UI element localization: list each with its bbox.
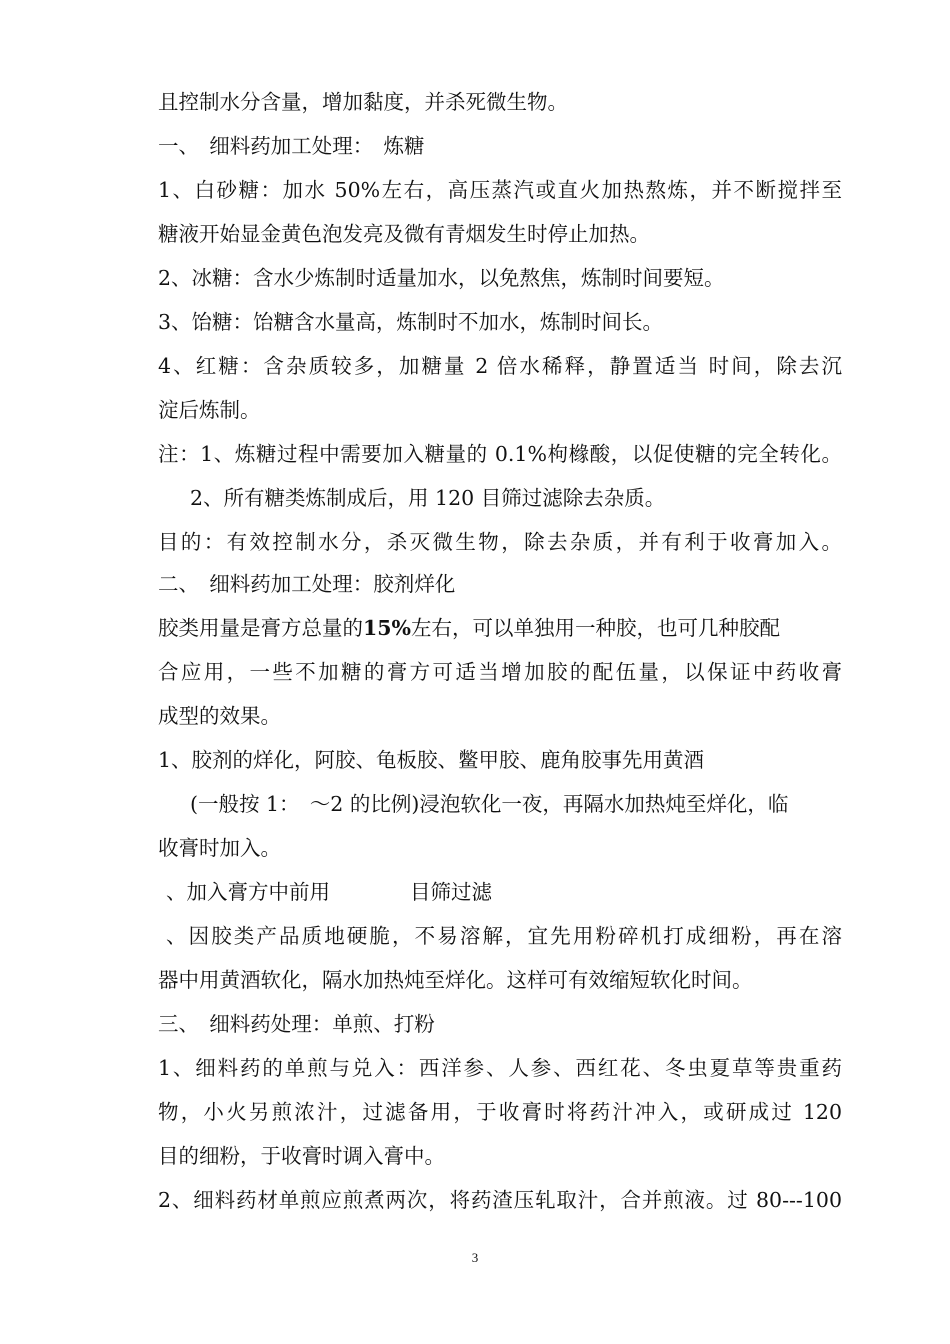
filter-text-a: 、加入膏方中前用	[166, 880, 330, 904]
text-line: 、因胶类产品质地硬脆，不易溶解，宜先用粉碎机打成细粉，再在溶	[166, 924, 842, 948]
note-line: 注：1、炼糖过程中需要加入糖量的 0.1%枸橼酸，以促使糖的完全转化。	[158, 442, 842, 466]
glue-paragraph-line	[158, 614, 842, 642]
text-line: 合应用，一些不加糖的膏方可适当增加胶的配伍量，以保证中药收膏	[158, 660, 842, 684]
text-line: 2、冰糖：含水少炼制时适量加水，以免熬焦，炼制时间要短。	[158, 266, 725, 290]
section-heading-2: 二、 细料药加工处理：胶剂烊化	[158, 572, 456, 596]
text-line: 物，小火另煎浓汁，过滤备用，于收膏时将药汁冲入，或研成过 120	[158, 1100, 842, 1124]
note-line: 2、所有糖类炼制成后，用 120 目筛过滤除去杂质。	[190, 486, 666, 510]
text-line: 2、细料药材单煎应煎煮两次，将药渣压轧取汁，合并煎液。过 80---100	[158, 1188, 842, 1212]
text-line: 目的细粉，于收膏时调入膏中。	[158, 1144, 445, 1168]
glue-text-after: 左右，可以单独用一种胶，也可几种胶配	[411, 616, 781, 640]
text-line: 4、红糖：含杂质较多，加糖量 2 倍水稀释，静置适当 时间，除去沉	[158, 354, 842, 378]
filter-text-b: 目筛过滤	[410, 880, 492, 904]
text-line: 糖液开始显金黄色泡发亮及微有青烟发生时停止加热。	[158, 222, 650, 246]
page-number: 3	[471, 1250, 479, 1265]
glue-text-before: 胶类用量是膏方总量的	[158, 616, 363, 640]
filter-line	[166, 878, 850, 906]
text-line: 1、白砂糖：加水 50%左右，高压蒸汽或直火加热熬炼，并不断搅拌至	[158, 178, 842, 202]
text-line: 1、胶剂的烊化，阿胶、龟板胶、鳖甲胶、鹿角胶事先用黄酒	[158, 748, 705, 772]
text-line: 收膏时加入。	[158, 836, 281, 860]
glue-percentage: 15%	[363, 616, 412, 640]
text-line: 成型的效果。	[158, 704, 281, 728]
section-heading-1: 一、 细料药加工处理： 炼糖	[158, 134, 425, 158]
section-heading-3: 三、 细料药处理：单煎、打粉	[158, 1012, 435, 1036]
text-line: 器中用黄酒软化，隔水加热炖至烊化。这样可有效缩短软化时间。	[158, 968, 753, 992]
text-line: (一般按 1： ～2 的比例)浸泡软化一夜，再隔水加热炖至烊化，临	[190, 792, 789, 816]
text-line: 且控制水分含量，增加黏度，并杀死微生物。	[158, 90, 568, 114]
text-line: 1、细料药的单煎与兑入：西洋参、人参、西红花、冬虫夏草等贵重药	[158, 1056, 842, 1080]
text-line: 3、饴糖：饴糖含水量高，炼制时不加水，炼制时间长。	[158, 310, 664, 334]
text-line: 目的：有效控制水分，杀灭微生物，除去杂质，并有利于收膏加入。	[158, 530, 842, 554]
text-line: 淀后炼制。	[158, 398, 261, 422]
